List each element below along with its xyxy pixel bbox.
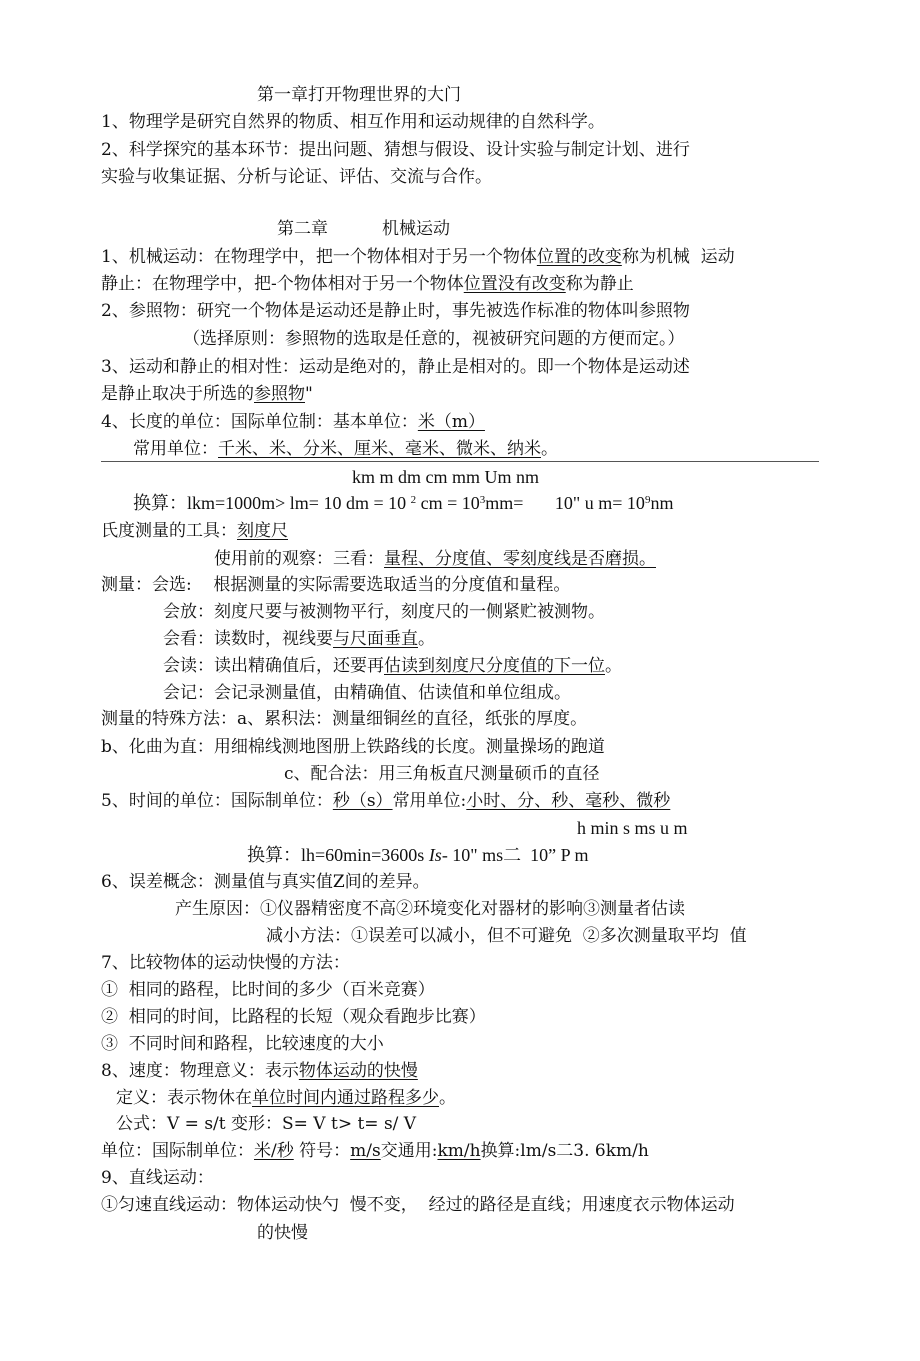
underlined-term: 与尺面垂直 [333, 629, 418, 649]
text-seg: 交通用: [380, 1141, 438, 1161]
text-seg: 常用单位: [392, 791, 467, 811]
error-concept: 6、误差概念：测量值与真实值Z间的差异。 [101, 872, 430, 892]
text-seg: 1、机械运动：在物理学中，把一个物体相对于另一个物体 [101, 247, 537, 267]
underlined-term: 千米、米、分米、厘米、毫米、微米、纳米 [218, 439, 541, 459]
underlined-term: 量程、分度值、零刻度线是否磨损。 [384, 549, 656, 569]
ch1-point-1: 1、物理学是研究自然界的物质、相互作用和运动规律的自然科学。 [101, 112, 605, 132]
length-conversion [133, 492, 673, 514]
text-seg: 静止：在物理学中，把-个物体相对于另一个物体 [101, 274, 464, 294]
text-seg: cm = 10 [416, 493, 480, 513]
compare-3: ③ 不同时间和路程，比较速度的大小 [101, 1034, 384, 1054]
ch2-line-common-units [133, 438, 558, 460]
underlined-term: m/s [350, 1141, 381, 1161]
text-seg: 称为机械 运动 [621, 247, 735, 267]
text-seg: 氏度测量的工具： [101, 521, 237, 541]
text-seg: 5、时间的单位：国际制单位： [101, 791, 333, 811]
text-seg: 会看：读数时，视线要 [163, 629, 333, 649]
text-seg: 单位：国际制单位： [101, 1141, 254, 1161]
error-reduce: 减小方法：①误差可以减小，但不可避免 ②多次测量取平均 值 [266, 926, 747, 946]
underlined-term: 小时、分、秒、毫秒、微秒 [466, 791, 671, 811]
ch2-line-relativity: 3、运动和静止的相对性：运动是绝对的，静止是相对的。即一个物体是运动述 [101, 357, 690, 377]
text-seg: 换算：lh=60min=3600s [247, 845, 429, 865]
underlined-term: 刻度尺 [237, 521, 288, 541]
underlined-term: 单位时间内通过路程多少 [252, 1088, 439, 1108]
ch2-line-reference: 2、参照物：研究一个物体是运动还是静止时，事先被选作标准的物体叫参照物 [101, 301, 690, 321]
compare-2: ② 相同的时间，比路程的长短（观众看跑步比赛） [101, 1007, 486, 1027]
time-unit [101, 790, 670, 812]
text-seg: 4、长度的单位：国际单位制：基本单位： [101, 412, 418, 432]
ch2-line-rest [101, 273, 634, 295]
time-conversion [247, 844, 589, 866]
text-seg: 。 [605, 656, 622, 676]
compare-title: 7、比较物体的运动快慢的方法： [101, 953, 350, 973]
superscript: 9 [644, 494, 651, 506]
measure-read [163, 655, 622, 677]
unit-symbols: km m dm cm mm Um nm [352, 467, 539, 487]
special-method-c: c、配合法：用三角板直尺测量硕币的直径 [284, 764, 600, 784]
ch2-line-principle: （选择原则：参照物的选取是任意的，视被研究问题的方便而定。） [183, 329, 685, 349]
text-seg: Is [428, 845, 442, 865]
text-seg: " [305, 384, 313, 404]
compare-1: ① 相同的路程，比时间的多少（百米竞赛） [101, 980, 435, 1000]
ch2-line-length-unit [101, 411, 485, 433]
underlined-term: km/h [437, 1141, 481, 1161]
measure-tool [101, 520, 288, 542]
underlined-term: 位置没有改变 [463, 274, 566, 294]
error-cause: 产生原因：①仪器精密度不高②环境变化对器材的影响③测量者估读 [175, 899, 685, 919]
text-seg: 。 [439, 1088, 456, 1108]
measure-place: 会放：刻度尺要与被测物平行，刻度尺的一侧紧贮被测物。 [163, 602, 605, 622]
text-seg: - 10" ms二 10” P m [441, 845, 589, 865]
underlined-term: 米（m） [417, 412, 485, 432]
speed-meaning [101, 1060, 418, 1082]
uniform-motion-cont: 的快慢 [257, 1223, 308, 1243]
underlined-term: 估读到刻度尺分度值的下一位 [384, 656, 605, 676]
measure-record: 会记：会记录测量值，由精确值、估读值和单位组成。 [163, 683, 571, 703]
text-seg: nm [650, 493, 674, 513]
text-seg: 符号： [293, 1141, 351, 1161]
text-seg: 常用单位： [133, 439, 218, 459]
text-seg: 会读：读出精确值后，还要再 [163, 656, 384, 676]
text-seg: 换算：lkm=1000m> lm= 10 dm = 10 [133, 493, 411, 513]
underlined-term: 米/秒 [254, 1141, 294, 1161]
text-seg: 是静止取决于所选的 [101, 384, 254, 404]
speed-definition [116, 1087, 456, 1109]
time-unit-symbols: h min s ms u m [577, 818, 688, 838]
text-seg: 。 [418, 629, 435, 649]
chapter1-title: 第一章打开物理世界的大门 [257, 85, 461, 105]
underlined-term: 物体运动的快慢 [298, 1061, 418, 1081]
superscript: 2 [410, 494, 417, 506]
uniform-motion: ①匀速直线运动：物体运动快勺 慢不变， 经过的路径是直线；用速度衣示物体运动 [101, 1195, 735, 1215]
text-seg: mm= 10" u m= 10 [485, 493, 645, 513]
text-seg: 使用前的观察：三看： [214, 549, 384, 569]
underlined-term: 位置的改变 [536, 247, 622, 267]
ch1-point-2a: 2、科学探究的基本环节：提出问题、猜想与假设、设计实验与制定计划、进行 [101, 140, 690, 160]
measure-select: 测量：会选: 根据测量的实际需要选取适当的分度值和量程。 [101, 575, 571, 595]
speed-formula: 公式：V = s/t 变形：S= V t> t= s/ V [116, 1114, 417, 1134]
superscript: 3 [479, 494, 486, 506]
linear-motion-title: 9、直线运动： [101, 1168, 214, 1188]
measure-observation [214, 548, 656, 570]
ch1-point-2b: 实验与收集证据、分析与论证、评估、交流与合作。 [101, 167, 492, 187]
special-method-b: b、化曲为直：用细棉线测地图册上铁路线的长度。测量操场的跑道 [101, 737, 605, 757]
ch2-line-relativity-b [101, 383, 313, 405]
chapter2-title: 第二章 机械运动 [277, 219, 451, 239]
special-method-a: 测量的特殊方法：a、累积法：测量细铜丝的直径，纸张的厚度。 [101, 709, 588, 729]
ch2-line-motion [101, 246, 735, 268]
measure-look [163, 628, 435, 650]
text-seg: 。 [541, 439, 558, 459]
underlined-term: 参照物 [254, 384, 305, 404]
speed-unit [101, 1140, 649, 1162]
text-seg: 8、速度：物理意义：表示 [101, 1061, 299, 1081]
text-seg: 称为静止 [565, 274, 634, 294]
text-seg: 换算:lm/s二3. 6km/h [480, 1141, 649, 1161]
horizontal-divider [101, 461, 819, 462]
underlined-term: 秒（s） [332, 791, 393, 811]
text-seg: 定义：表示物休在 [116, 1088, 252, 1108]
